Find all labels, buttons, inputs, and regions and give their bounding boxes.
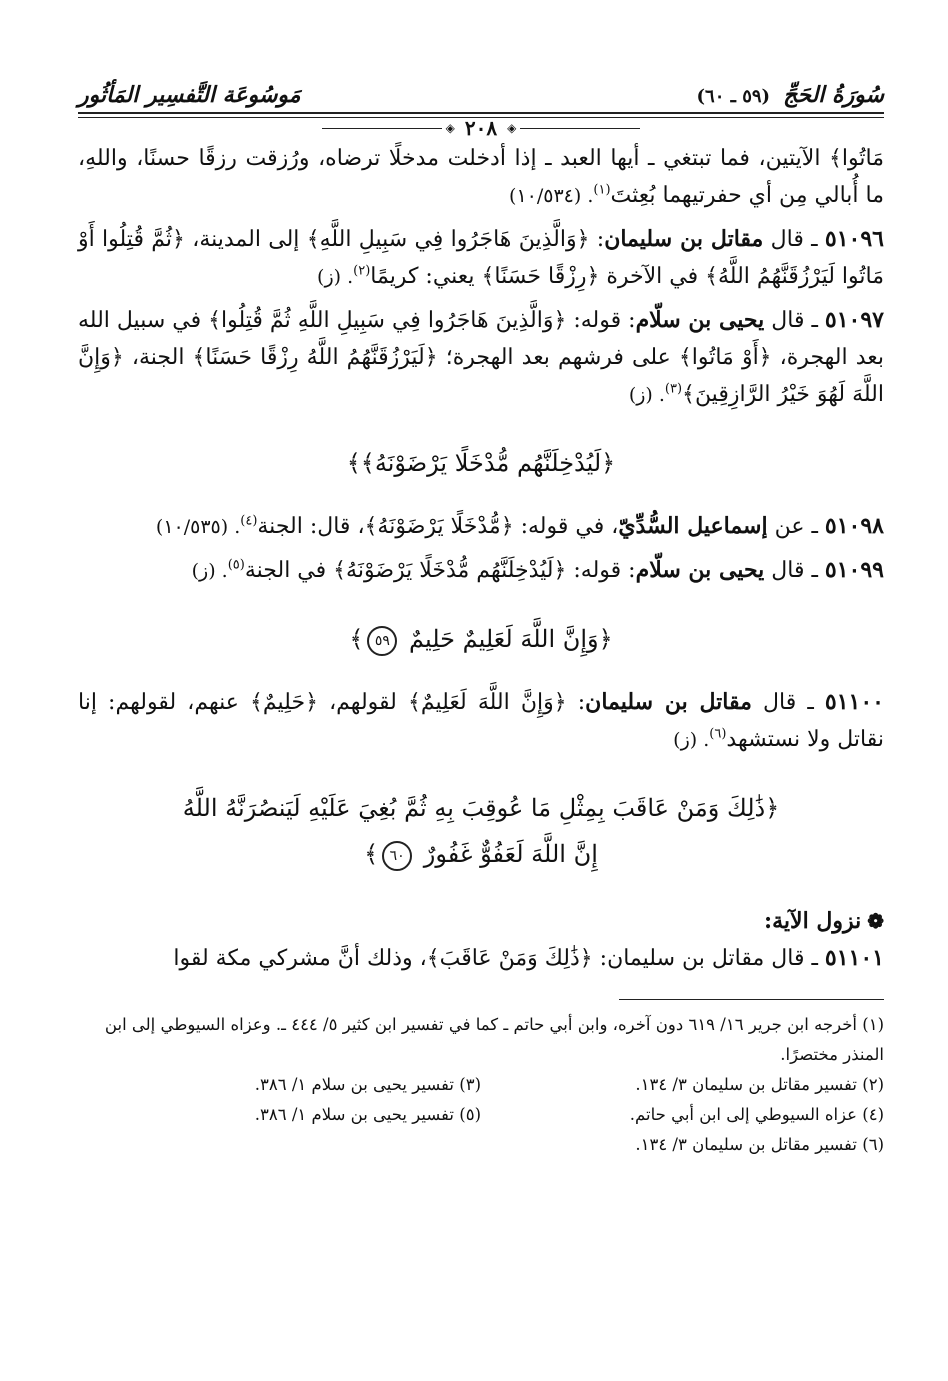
narrator-name: مقاتل بن سليمان <box>604 226 764 252</box>
footnote-marker[interactable]: (٦) <box>709 726 727 742</box>
narration-lead: ـ قال <box>764 308 825 333</box>
verse-close-bracket: ﴾ <box>364 840 379 868</box>
volume-reference: . (١٠/٥٣٥) <box>155 516 241 538</box>
narration-51099 <box>78 552 884 590</box>
footnote-6: (٦) تفسير مقاتل بن سليمان ٣/ ١٣٤. <box>635 1135 884 1154</box>
quran-verse-heading <box>78 785 884 877</box>
main-text <box>78 140 884 977</box>
quran-verse-heading: ﴿لَيُدْخِلَنَّهُم مُّدْخَلًا يَرْضَوْنَهُ﴾﴾ <box>346 449 616 477</box>
verse-text-line1: ﴿ذَٰلِكَ وَمَنْ عَاقَبَ بِمِثْلِ مَا عُوقِبَ بِهِ ثُمَّ بُغِيَ عَلَيْهِ لَيَنصُرَنَّهُ اللَّهُ <box>182 794 780 822</box>
page-number: ٢٠٨ <box>464 116 498 140</box>
narration-text: ﴿ذَٰلِكَ وَمَنْ عَاقَبَ﴾، وذلك أنَّ مشركي مكة لقوا <box>173 946 593 971</box>
narration-51097 <box>78 302 884 414</box>
footnote-marker[interactable]: (٢) <box>353 263 371 279</box>
header-rule-thin <box>78 117 884 118</box>
narration-lead: ـ قال <box>764 558 825 583</box>
verse-text: ﴿لَيُدْخِلَنَّهُم مُّدْخَلًا يَرْضَوْنَهُ﴾ <box>360 449 616 477</box>
volume-reference: . (ز) <box>673 729 710 751</box>
footnotes <box>78 1010 884 1160</box>
volume-reference: . (ز) <box>317 266 354 288</box>
narrator-name: يحيى بن سلّام <box>635 307 765 333</box>
narration-51100 <box>78 684 884 759</box>
footnote-3: (٣) تفسير يحيى بن سلام ١/ ٣٨٦. <box>254 1075 481 1094</box>
folio-line-left <box>322 128 442 129</box>
narrator-name: مقاتل بن سليمان <box>585 689 752 715</box>
narration-lead: ـ عن <box>767 514 825 539</box>
header-book-title: مَوسُوعَة التَّفسِير المَأثُور <box>78 82 301 108</box>
footnote-marker[interactable]: (٥) <box>227 557 245 573</box>
page-number-row <box>78 118 884 138</box>
header-surah-block <box>697 82 884 108</box>
footnote-2: (٢) تفسير مقاتل بن سليمان ٣/ ١٣٤. <box>635 1075 884 1094</box>
narration-text: : ﴿وَالَّذِينَ هَاجَرُوا فِي سَبِيلِ اللَّهِ﴾ إلى المدينة، ﴿ثُمَّ قُتِلُوا أَوْ مَاتُوا لَيَرْزُقَنَّهُمُ اللَّهُ﴾ في الآخرة ﴿رِزْقًا حَسَنًا﴾ يعني: كريمًا <box>78 227 884 289</box>
volume-reference: . (١٠/٥٣٤) <box>509 185 594 207</box>
verse-close-bracket: ﴾ <box>349 625 364 653</box>
footnote-row <box>78 1070 884 1100</box>
verse-text: ﴿وَإِنَّ اللَّهَ لَعَلِيمٌ حَلِيمٌ <box>409 625 613 653</box>
footnote-row <box>78 1100 884 1130</box>
section-title: نزول الآية: <box>764 908 862 934</box>
narration-lead: ـ قال مقاتل بن سليمان: <box>592 946 825 971</box>
narration-number: ٥١٠٩٧ <box>824 307 884 333</box>
paragraph-text: مَاتُوا﴾ الآيتين، فما تبتغي ـ أيها العبد ـ إذا أدخلت مدخلًا ترضاه، ورُزقت رزقًا حسنًا، واللهِ، ما أُبالي مِن أي حفرتيهما بُعِثتَ <box>78 146 884 208</box>
header-ayah-range: (٥٩ ـ ٦٠) <box>696 86 771 107</box>
folio-ornament-icon: ◈ <box>445 121 455 135</box>
footnote-separator <box>619 999 884 1000</box>
narration-51101 <box>78 940 884 977</box>
footnote-marker[interactable]: (١) <box>593 182 611 198</box>
header-rule <box>78 112 884 114</box>
ayah-number-medallion: ٦٠ <box>382 841 412 871</box>
verse-text-line2: إِنَّ اللَّهَ لَعَفُوٌّ غَفُورٌ <box>423 840 598 868</box>
footnote-4: (٤) عزاه السيوطي إلى ابن أبي حاتم. <box>629 1105 884 1124</box>
narration-lead: ـ قال <box>763 227 825 252</box>
footnote-5: (٥) تفسير يحيى بن سلام ١/ ٣٨٦. <box>254 1105 481 1124</box>
narration-lead: ـ قال <box>751 690 825 715</box>
flower-ornament-icon: ❁ <box>867 909 884 933</box>
narration-number: ٥١١٠١ <box>824 945 884 971</box>
footnote-marker[interactable]: (٣) <box>664 381 683 397</box>
book-page <box>78 68 884 1361</box>
folio-ornament-icon: ◈ <box>507 121 517 135</box>
narration-51098 <box>78 508 884 546</box>
narration-number: ٥١١٠٠ <box>824 689 884 715</box>
header-surah-name: سُورَةُ الحَجِّ <box>783 82 884 108</box>
narrator-name: يحيى بن سلّام <box>635 557 765 583</box>
quran-verse-heading <box>78 616 884 662</box>
narration-text: : قوله: ﴿وَالَّذِينَ هَاجَرُوا فِي سَبِيلِ اللَّهِ ثُمَّ قُتِلُوا﴾ في سبيل الله بعد الهجرة، ﴿أَوْ مَاتُوا﴾ على فرشهم بعد الهجرة؛ ﴿لَيَرْزُقَنَّهُمُ اللَّهُ رِزْقًا حَسَنًا﴾ الجنة، ﴿وَإِنَّ اللَّهَ لَهُوَ خَيْرُ الرَّازِقِينَ﴾ <box>78 308 884 407</box>
footnote-1: (١) أخرجه ابن جرير ١٦/ ٦١٩ دون آخره، وابن أبي حاتم ـ كما في تفسير ابن كثير ٥/ ٤٤٤ ـ. وعزاه السيوطي إلى ابن المنذر مختصرًا. <box>104 1015 884 1064</box>
paragraph-continued <box>78 140 884 215</box>
narration-text: : قوله: ﴿لَيُدْخِلَنَّهُم مُّدْخَلًا يَرْضَوْنَهُ﴾ في الجنة <box>244 558 636 583</box>
narration-text: : ﴿وَإِنَّ اللَّهَ لَعَلِيمٌ﴾ لقولهم، ﴿حَلِيمٌ﴾ عنهم، لقولهم: إنا نقاتل ولا نستشهد <box>78 690 884 752</box>
narration-number: ٥١٠٩٩ <box>824 557 884 583</box>
ayah-number-medallion: ٥٩ <box>367 626 397 656</box>
folio-line-right <box>520 128 640 129</box>
narration-51096 <box>78 221 884 296</box>
narration-number: ٥١٠٩٦ <box>824 226 884 252</box>
footnote-marker[interactable]: (٤) <box>240 513 258 529</box>
volume-reference: . (ز) <box>628 384 665 406</box>
narration-number: ٥١٠٩٨ <box>824 513 884 539</box>
section-heading <box>78 903 884 940</box>
narrator-name: إسماعيل السُّدِّيّ <box>618 513 768 539</box>
running-header <box>78 68 884 108</box>
narration-text: ، في قوله: ﴿مُّدْخَلًا يَرْضَوْنَهُ﴾، قال: الجنة <box>257 514 619 539</box>
volume-reference: . (ز) <box>191 560 228 582</box>
